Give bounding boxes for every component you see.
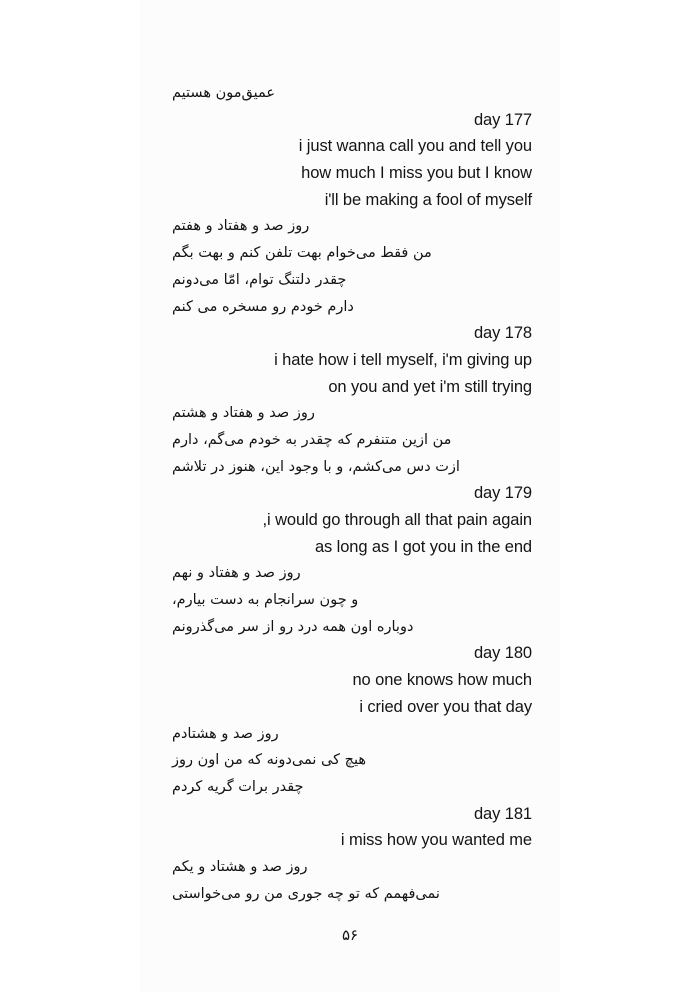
text-line: چقدر دلتنگ توام، امّا می‌دونم [172, 271, 347, 288]
text-line: i'll be making a fool of myself [324, 190, 532, 209]
text-line: day 180 [473, 644, 532, 663]
text-line: دارم خودم رو مسخره می کنم [172, 298, 354, 315]
text-line: i just wanna call you and tell you [298, 137, 532, 156]
text-line: روز صد و هشتادم [172, 725, 279, 742]
text-line: ,i would go through all that pain again [262, 511, 532, 529]
text-line: نمی‌فهمم که تو چه جوری من رو می‌خواستی [172, 885, 440, 902]
text-line: و چون سرانجام به دست بیارم، [172, 592, 359, 609]
text-line: عمیق‌مون هستیم [172, 85, 276, 101]
text-line: من ازین متنفرم که چقدر به خودم می‌گم، دارم [172, 431, 452, 448]
text-line: ازت دس می‌کشم، و با وجود این، هنوز در تلاشم [172, 458, 460, 475]
text-line: day 178 [473, 324, 532, 343]
text-line: هیچ کی نمی‌دونه که من اون روز [172, 752, 366, 769]
text-line: i hate how i tell myself, i'm giving up [274, 350, 532, 369]
text-line: چقدر برات گریه کردم [172, 778, 304, 795]
text-line: day 181 [473, 804, 532, 823]
text-line: روز صد و هفتاد و هفتم [172, 218, 310, 235]
text-line: on you and yet i'm still trying [328, 377, 532, 396]
text-line: روز صد و هفتاد و نهم [172, 565, 301, 582]
text-line: i miss how you wanted me [340, 831, 532, 850]
text-line: من فقط می‌خوام بهت تلفن کنم و بهت بگم [172, 245, 432, 262]
text-line: day 177 [473, 110, 532, 129]
text-line: روز صد و هشتاد و یکم [172, 858, 308, 875]
text-line: as long as I got you in the end [314, 537, 532, 556]
text-line: دوباره اون همه درد رو از سر می‌گذرونم [172, 618, 414, 635]
text-line: i cried over you that day [359, 697, 532, 716]
poem-text-block [172, 80, 532, 907]
text-line: روز صد و هفتاد و هشتم [172, 405, 315, 422]
text-line: no one knows how much [352, 671, 532, 690]
text-line: how much I miss you but I know [301, 164, 532, 183]
text-line: day 179 [473, 484, 532, 503]
page-number: ۵۶ [341, 926, 359, 944]
